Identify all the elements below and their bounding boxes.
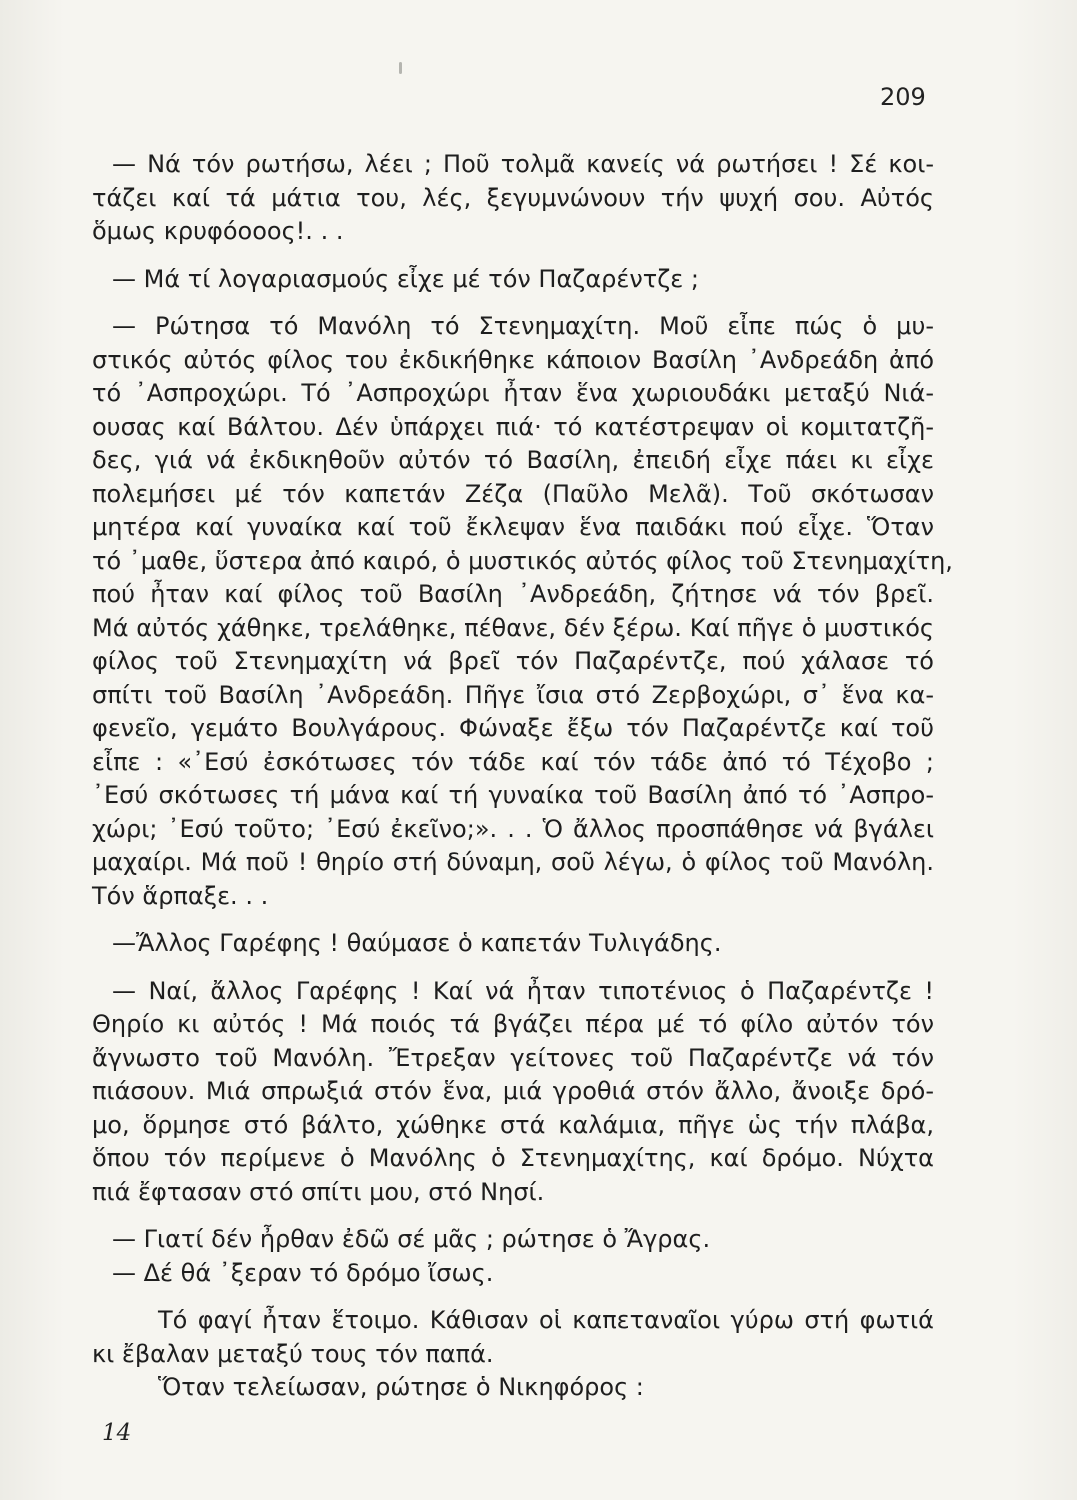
text-line: πολεμήσει μέ τόν καπετάν Ζέζα (Παῦλο Μελᾶ). Τοῦ σκότωσαν bbox=[92, 479, 934, 508]
text-line: κι ἔβαλαν μεταξύ τους τόν παπά. bbox=[92, 1339, 494, 1368]
text-line: τάζει καί τά μάτια του, λές, ξεγυμνώνουν τήν ψυχή σου. Αὐτός bbox=[92, 183, 934, 212]
signature-mark: 14 bbox=[102, 1420, 132, 1446]
text-line: ᾿Εσύ σκότωσες τή μάνα καί τή γυναίκα τοῦ Βασίλη ἀπό τό ᾿Ασπρο- bbox=[92, 781, 934, 809]
text-line: μητέρα καί γυναίκα καί τοῦ ἔκλεψαν ἕνα παιδάκι πού εἶχε. Ὅταν bbox=[92, 513, 934, 541]
text-line: στικός αὐτός φίλος του ἐκδικήθηκε κάποιον Βασίλη ᾿Ανδρεάδη ἀπό bbox=[92, 345, 934, 374]
text-line: δες, γιά νά ἐκδικηθοῦν αὐτόν τό Βασίλη, ἐπειδή εἶχε πάει κι εἶχε bbox=[92, 446, 934, 474]
text-line: τό ᾿μαθε, ὕστερα ἀπό καιρό, ὁ μυστικός αὐτός φίλος τοῦ Στενημαχίτη, bbox=[92, 546, 953, 575]
paragraph bbox=[92, 975, 934, 1210]
text-line: τό ᾿Ασπροχώρι. Τό ᾿Ασπροχώρι ἦταν ἕνα χωριουδάκι μεταξύ Νιά- bbox=[92, 379, 934, 407]
text-line: — Νά τόν ρωτήσω, λέει ; Ποῦ τολμᾶ κανείς νά ρωτήσει ! Σέ κοι- bbox=[112, 150, 934, 178]
text-line: ὅπου τόν περίμενε ὁ Μανόλης ὁ Στενημαχίτης, καί δρόμο. Νύχτα bbox=[92, 1144, 934, 1172]
text-line: Τό φαγί ἦταν ἕτοιμο. Κάθισαν οἱ καπεταναῖοι γύρω στή φωτιά bbox=[158, 1306, 934, 1334]
paragraph bbox=[92, 1304, 934, 1371]
text-line: μο, ὅρμησε στό βάλτο, χώθηκε στά καλάμια, πῆγε ὡς τήν πλάβα, bbox=[92, 1110, 934, 1139]
paragraph bbox=[92, 263, 934, 297]
body-text bbox=[92, 148, 953, 1405]
print-speck bbox=[399, 62, 402, 74]
paragraph bbox=[92, 1371, 934, 1405]
text-line: Μά αὐτός χάθηκε, τρελάθηκε, πέθανε, δέν ξέρω. Καί πῆγε ὁ μυστικός bbox=[92, 613, 934, 642]
text-line: — Γιατί δέν ἦρθαν ἐδῶ σέ μᾶς ; ρώτησε ὁ Ἄγρας. bbox=[112, 1225, 711, 1253]
text-line: — Μά τί λογαριασμούς εἶχε μέ τόν Παζαρέντζε ; bbox=[112, 264, 699, 293]
text-line: σπίτι τοῦ Βασίλη ᾿Ανδρεάδη. Πῆγε ἴσια στό Ζερβοχώρι, σ᾿ ἕνα κα- bbox=[92, 680, 934, 709]
text-line: Τόν ἅρπαξε. . . bbox=[92, 881, 269, 910]
text-line: —Ἄλλος Γαρέφης ! θαύμασε ὁ καπετάν Τυλιγάδης. bbox=[112, 929, 722, 957]
paragraph bbox=[92, 310, 953, 913]
text-line: πιά ἔφτασαν στό σπίτι μου, στό Νησί. bbox=[92, 1177, 545, 1206]
text-line: — Ρώτησα τό Μανόλη τό Στενημαχίτη. Μοῦ εἶπε πώς ὁ μυ- bbox=[112, 312, 934, 340]
text-line: πού ἦταν καί φίλος τοῦ Βασίλη ᾿Ανδρεάδη, ζήτησε νά τόν βρεῖ. bbox=[92, 580, 934, 608]
text-line: ὅμως κρυφόοοος!. . . bbox=[92, 217, 344, 245]
text-line: φίλος τοῦ Στενημαχίτη νά βρεῖ τόν Παζαρέντζε, πού χάλασε τό bbox=[92, 647, 934, 675]
text-line: πιάσουν. Μιά σπρωξιά στόν ἕνα, μιά γροθιά στόν ἄλλο, ἄνοιξε δρό- bbox=[92, 1077, 934, 1105]
text-line: εἶπε : «᾿Εσύ ἐσκότωσες τόν τάδε καί τόν τάδε ἀπό τό Τέχοβο ; bbox=[92, 747, 934, 776]
text-line: Ὅταν τελείωσαν, ρώτησε ὁ Νικηφόρος : bbox=[158, 1373, 644, 1401]
page-number: 209 bbox=[880, 83, 926, 111]
text-line: Θηρίο κι αὐτός ! Μά ποιός τά βγάζει πέρα μέ τό φίλο αὐτόν τόν bbox=[92, 1010, 934, 1038]
text-line: φενεῖο, γεμάτο Βουλγάρους. Φώναξε ἔξω τόν Παζαρέντζε καί τοῦ bbox=[92, 714, 934, 742]
text-line: — Ναί, ἄλλος Γαρέφης ! Καί νά ἦταν τιποτένιος ὁ Παζαρέντζε ! bbox=[112, 976, 934, 1005]
paragraph bbox=[92, 148, 934, 249]
text-line: χώρι; ᾿Εσύ τοῦτο; ᾿Εσύ ἐκεῖνο;». . . Ὁ ἄλλος προσπάθησε νά βγάλει bbox=[92, 814, 934, 843]
paragraph bbox=[92, 1257, 934, 1291]
paragraph bbox=[92, 1223, 934, 1257]
text-line: μαχαίρι. Μά ποῦ ! θηρίο στή δύναμη, σοῦ λέγω, ὁ φίλος τοῦ Μανόλη. bbox=[92, 848, 934, 876]
text-line: ουσας καί Βάλτου. Δέν ὑπάρχει πιά· τό κατέστρεψαν οἱ κομιτατζῆ- bbox=[92, 412, 934, 441]
paragraph bbox=[92, 927, 934, 961]
text-line: — Δέ θά ᾿ξεραν τό δρόμο ἴσως. bbox=[112, 1258, 494, 1287]
text-line: ἄγνωστο τοῦ Μανόλη. Ἔτρεξαν γείτονες τοῦ Παζαρέντζε νά τόν bbox=[92, 1043, 934, 1072]
